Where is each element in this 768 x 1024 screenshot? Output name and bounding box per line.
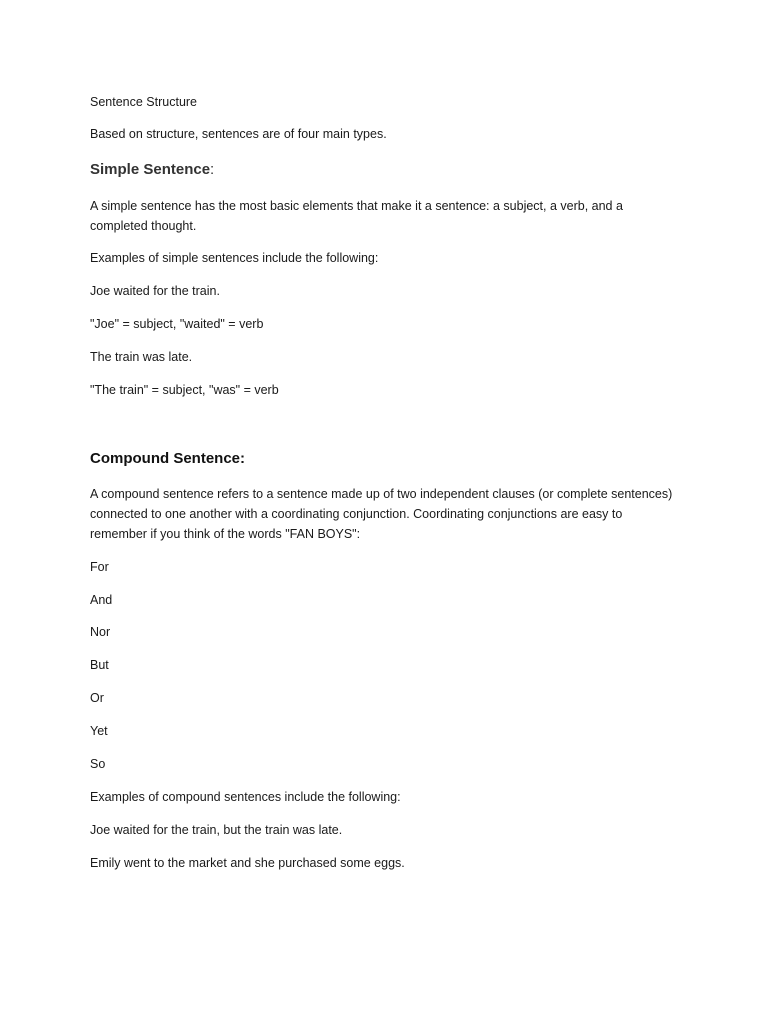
conjunction-item: Yet [90, 724, 108, 738]
compound-definition-line-2: connected to one another with a coordinating conjunction. Coordinating conjunctions are easy to [90, 507, 623, 521]
conjunction-item: Nor [90, 625, 111, 639]
simple-example: The train was late. [90, 350, 193, 364]
conjunction-item: So [90, 757, 106, 771]
simple-definition-line-1: A simple sentence has the most basic elements that make it a sentence: a subject, a verb, and a [90, 199, 623, 213]
simple-example: Joe waited for the train. [90, 284, 220, 298]
intro-paragraph: Based on structure, sentences are of four main types. [90, 127, 387, 141]
compound-example: Joe waited for the train, but the train was late. [90, 823, 343, 837]
simple-heading-text: Simple Sentence [90, 161, 211, 178]
conjunction-item: And [90, 593, 113, 607]
compound-examples-intro: Examples of compound sentences include the following: [90, 790, 401, 804]
simple-definition-line-2: completed thought. [90, 219, 197, 233]
conjunction-item: Or [90, 691, 104, 705]
compound-sentence-heading: Compound Sentence: [90, 450, 246, 467]
simple-example: "The train" = subject, "was" = verb [90, 383, 279, 397]
simple-heading-colon: : [210, 161, 215, 178]
compound-example: Emily went to the market and she purchased some eggs. [90, 856, 405, 870]
simple-example: "Joe" = subject, "waited" = verb [90, 317, 264, 331]
conjunction-item: For [90, 560, 109, 574]
simple-examples-intro: Examples of simple sentences include the following: [90, 251, 379, 265]
compound-definition-line-3: remember if you think of the words "FAN BOYS": [90, 527, 361, 541]
simple-sentence-heading [90, 160, 214, 180]
conjunction-item: But [90, 658, 109, 672]
compound-definition-line-1: A compound sentence refers to a sentence made up of two independent clauses (or complete sentences) [90, 487, 673, 501]
document-title: Sentence Structure [90, 95, 198, 109]
